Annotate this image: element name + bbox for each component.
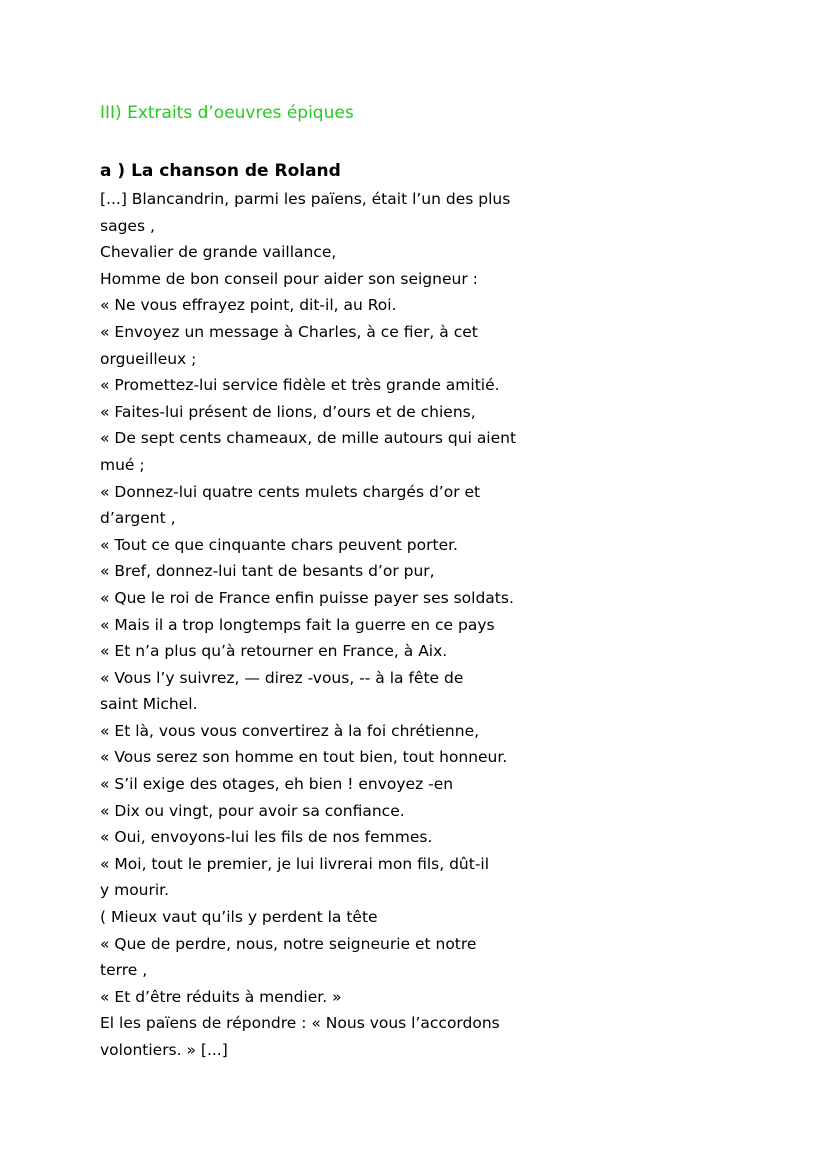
poem-line: « Dix ou vingt, pour avoir sa confiance. bbox=[100, 801, 405, 820]
poem-line: Homme de bon conseil pour aider son seigneur : bbox=[100, 269, 478, 288]
poem-line: « De sept cents chameaux, de mille autours qui aient bbox=[100, 429, 517, 448]
section-title: III) Extraits d’oeuvres épiques bbox=[100, 103, 354, 123]
poem-line: Chevalier de grande vaillance, bbox=[100, 243, 337, 262]
poem-line: d’argent , bbox=[100, 509, 176, 528]
poem-line: « Vous serez son homme en tout bien, tout honneur. bbox=[100, 748, 508, 767]
poem-line: « Que de perdre, nous, notre seigneurie et notre bbox=[100, 934, 477, 953]
poem-line: « S’il exige des otages, eh bien ! envoyez -en bbox=[100, 775, 454, 794]
subsection-title: a ) La chanson de Roland bbox=[100, 161, 341, 181]
poem-line: « Vous l’y suivrez, — direz -vous, -- à la fête de bbox=[100, 668, 464, 687]
poem-line: « Mais il a trop longtemps fait la guerre en ce pays bbox=[100, 615, 495, 634]
poem-line: mué ; bbox=[100, 455, 145, 474]
poem-line: « Que le roi de France enfin puisse payer ses soldats. bbox=[100, 588, 514, 607]
poem-line: « Et d’être réduits à mendier. » bbox=[100, 987, 342, 1006]
poem-line: saint Michel. bbox=[100, 695, 198, 714]
poem-line: orgueilleux ; bbox=[100, 349, 197, 368]
poem-line: terre , bbox=[100, 961, 148, 980]
poem-line: [...] Blancandrin, parmi les païens, était l’un des plus bbox=[100, 190, 511, 208]
poem-line: « Ne vous effrayez point, dit-il, au Roi. bbox=[100, 296, 397, 315]
poem-line: El les païens de répondre : « Nous vous l’accordons bbox=[100, 1014, 500, 1033]
poem-line: « Bref, donnez-lui tant de besants d’or pur, bbox=[100, 562, 435, 581]
poem-text bbox=[100, 186, 740, 1064]
poem-line: « Envoyez un message à Charles, à ce fier, à cet bbox=[100, 322, 478, 341]
poem-line: « Faites-lui présent de lions, d’ours et de chiens, bbox=[100, 402, 476, 421]
poem-line: sages , bbox=[100, 216, 155, 235]
poem-line: volontiers. » [...] bbox=[100, 1041, 228, 1059]
poem-line: y mourir. bbox=[100, 881, 170, 900]
poem-line: « Donnez-lui quatre cents mulets chargés d’or et bbox=[100, 482, 481, 501]
poem-line: « Et n’a plus qu’à retourner en France, à Aix. bbox=[100, 642, 448, 661]
poem-line: « Promettez-lui service fidèle et très grande amitié. bbox=[100, 376, 500, 395]
poem-line: ( Mieux vaut qu’ils y perdent la tête bbox=[100, 908, 378, 927]
poem-line: « Tout ce que cinquante chars peuvent porter. bbox=[100, 535, 458, 554]
poem-line: « Et là, vous vous convertirez à la foi chrétienne, bbox=[100, 721, 480, 740]
poem-line: « Moi, tout le premier, je lui livrerai mon fils, dût-il bbox=[100, 854, 490, 873]
poem-line: « Oui, envoyons-lui les fils de nos femmes. bbox=[100, 828, 433, 847]
